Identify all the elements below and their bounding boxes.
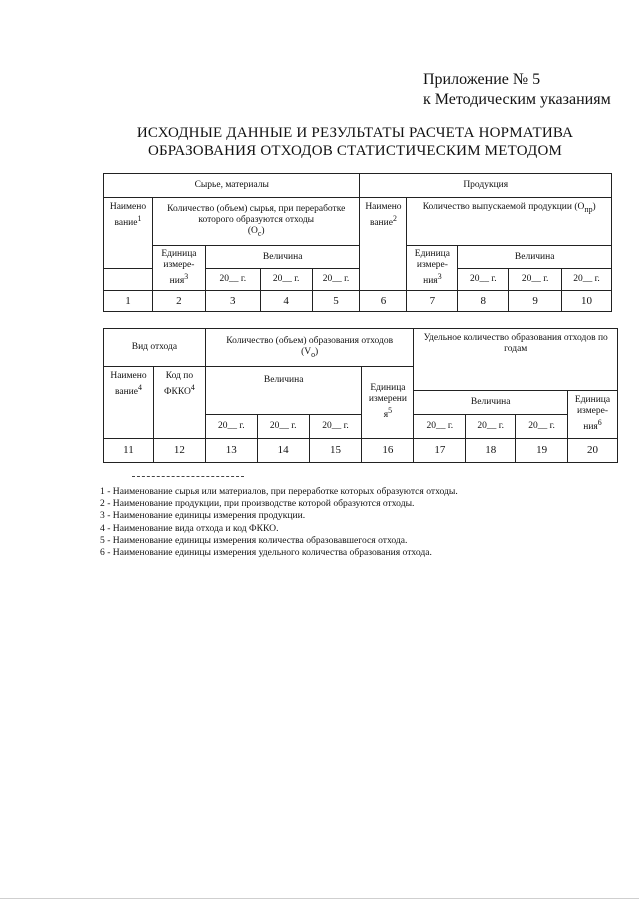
appendix-reference: к Методическим указаниям [423,91,611,108]
year-cell: 20__ г. [257,415,309,439]
header-fkko-code: Код по ФККО$^4$ [153,367,205,439]
column-number: 2 [152,291,205,312]
header-waste-type: Вид отхода [104,329,206,367]
header-raw-value: Величина [205,246,360,269]
column-number: 20 [568,439,618,463]
footnote-item: 4 - Наименование вида отхода и код ФККО. [100,522,279,534]
footnote-item: 3 - Наименование единицы измерения продукции. [100,510,306,522]
footnote-item: 1 - Наименование сырья или материалов, при переработке которых образуются отходы. [100,486,458,497]
column-number: 10 [562,291,612,312]
header-raw-name: Наимено вание$^1$ [104,198,153,269]
header-product-unit: Единица измере- ния$^3$ [407,246,458,291]
header-product-value: Величина [458,246,612,269]
appendix-number: Приложение № 5 [423,71,541,88]
header-waste-quantity: Количество (объем) образования отходов $(V_о)$ [205,329,414,367]
footnote-separator [132,476,244,477]
year-cell: 20__ г. [509,269,562,291]
year-cell: 20__ г. [414,415,466,439]
column-number: 18 [466,439,516,463]
footnote-item: 5 - Наименование единицы измерения количества образовавшегося отхода. [100,534,408,546]
column-number: 19 [516,439,568,463]
column-number: 14 [257,439,309,463]
title-line-1: ИСХОДНЫЕ ДАННЫЕ И РЕЗУЛЬТАТЫ РАСЧЕТА НОРМАТИВА [136,125,574,141]
header-raw-quantity: Количество (объем) сырья, при переработке которого образуются отходы $(О_с)$ [152,198,360,246]
header-specific-quantity: Удельное количество образования отходов по годам [414,329,618,391]
document-title [100,124,610,160]
column-number: 1 [104,291,153,312]
table-raw-materials-products [103,173,612,312]
column-number: 17 [414,439,466,463]
header-waste-name: Наимено вание$^4$ [104,367,154,439]
year-cell: 20__ г. [466,415,516,439]
column-number: 4 [260,291,312,312]
header-waste-value: Величина [205,367,362,415]
header-raw-unit: Единица измере- ния$^3$ [152,246,205,291]
column-number: 15 [309,439,362,463]
group-raw-materials: Сырье, материалы [104,174,360,198]
column-number: 6 [360,291,407,312]
column-number: 9 [509,291,562,312]
column-number: 16 [362,439,414,463]
header-specific-unit: Единица измере- ния$^6$ [568,391,618,439]
column-number: 7 [407,291,458,312]
header-product-name: Наимено вание$^2$ [360,198,407,291]
column-number: 5 [312,291,360,312]
scan-edge-line [0,898,639,899]
year-cell: 20__ г. [562,269,612,291]
year-cell: 20__ г. [458,269,509,291]
header-product-quantity: Количество выпускаемой продукции $(О_{пр})$ [407,198,612,246]
column-number: 3 [205,291,260,312]
column-number: 13 [205,439,257,463]
year-cell: 20__ г. [205,415,257,439]
title-line-2: ОБРАЗОВАНИЯ ОТХОДОВ СТАТИСТИЧЕСКИМ МЕТОДОМ [147,143,563,159]
year-cell: 20__ г. [205,269,260,291]
header-waste-unit: Единица измерени $я^5$ [362,367,414,439]
footnote-item: 6 - Наименование единицы измерения удельного количества образования отхода. [100,547,432,559]
raw-empty-cell [104,269,153,291]
year-cell: 20__ г. [312,269,360,291]
footnotes [100,486,458,559]
table-waste [103,328,618,463]
column-number: 8 [458,291,509,312]
year-cell: 20__ г. [516,415,568,439]
group-products: Продукция [360,174,612,198]
appendix-header [423,70,611,110]
footnote-item: 2 - Наименование продукции, при производстве которой образуются отходы. [100,498,415,510]
column-number: 11 [104,439,154,463]
year-cell: 20__ г. [309,415,362,439]
column-number: 12 [153,439,205,463]
header-specific-value: Величина [414,391,568,415]
year-cell: 20__ г. [260,269,312,291]
